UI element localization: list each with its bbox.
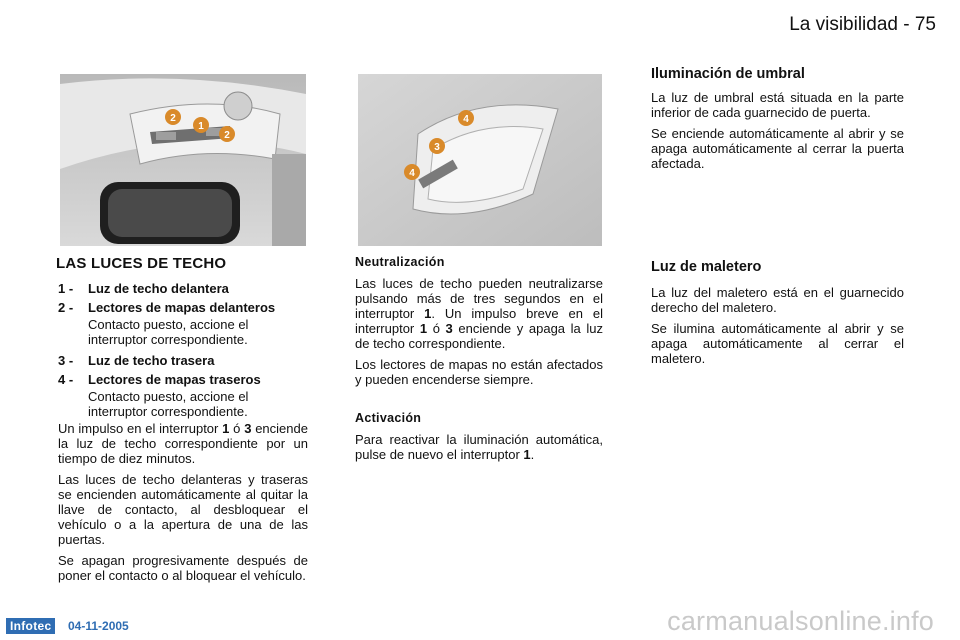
maletero-text bbox=[651, 285, 904, 372]
neutral-heading: Neutralización bbox=[355, 255, 445, 269]
svg-text:2: 2 bbox=[170, 113, 176, 124]
callout-2b bbox=[219, 126, 235, 142]
front-ceiling-light-illustration bbox=[60, 74, 306, 246]
callout-4b bbox=[404, 164, 420, 180]
middle-body-text bbox=[355, 255, 603, 468]
list-item: 2 - Lectores de mapas delanteros bbox=[58, 300, 276, 315]
svg-text:1: 1 bbox=[198, 121, 204, 132]
paragraph: Se enciende automáticamente al abrir y se apaga automáticamente al cerrar la puerta afectada. bbox=[651, 126, 904, 171]
list-item-desc: Contacto puesto, accione el interruptor correspondiente. bbox=[88, 389, 249, 419]
left-body-text bbox=[58, 421, 308, 589]
paragraph: Para reactivar la iluminación automática, pulse de nuevo el interruptor 1. bbox=[355, 432, 603, 462]
rear-ceiling-light-photo bbox=[358, 74, 602, 246]
paragraph: Un impulso en el interruptor 1 ó 3 enciende la luz de techo correspondiente por un tiempo de diez minutos. bbox=[58, 421, 308, 466]
svg-text:4: 4 bbox=[463, 114, 469, 125]
light-list bbox=[58, 281, 308, 425]
paragraph: Los lectores de mapas no están afectados y pueden encenderse siempre. bbox=[355, 357, 603, 387]
watermark: carmanualsonline.info bbox=[667, 606, 934, 636]
paragraph: Se ilumina automáticamente al abrir y se apaga automáticamente al cerrar el maletero. bbox=[651, 321, 904, 366]
callout-2a bbox=[165, 109, 181, 125]
paragraph: Las luces de techo pueden neutralizarse pulsando más de tres segundos en el interruptor 1. Un impulso breve en el interruptor 1 ó 3 enciende y apaga la luz de techo correspondiente. bbox=[355, 276, 603, 351]
callout-4a bbox=[458, 110, 474, 126]
rear-ceiling-light-illustration bbox=[358, 74, 602, 246]
activation-heading: Activación bbox=[355, 411, 422, 425]
paragraph: La luz del maletero está en el guarnecido derecho del maletero. bbox=[651, 285, 904, 315]
list-item: 1 - Luz de techo delantera bbox=[58, 281, 229, 296]
paragraph: La luz de umbral está situada en la parte inferior de cada guarnecido de puerta. bbox=[651, 90, 904, 120]
svg-text:2: 2 bbox=[224, 130, 230, 141]
callout-3 bbox=[429, 138, 445, 154]
list-item-desc: Contacto puesto, accione el interruptor correspondiente. bbox=[88, 317, 249, 347]
footer-date: 04-11-2005 bbox=[68, 619, 129, 633]
list-item: 4 - Lectores de mapas traseros bbox=[58, 372, 261, 387]
front-ceiling-light-photo bbox=[60, 74, 306, 246]
svg-text:4: 4 bbox=[409, 168, 415, 179]
list-item: 3 - Luz de techo trasera bbox=[58, 353, 215, 368]
paragraph: Se apagan progresivamente después de poner el contacto o al bloquear el vehículo. bbox=[58, 553, 308, 583]
page-title: La visibilidad - 75 bbox=[789, 14, 936, 35]
section-title-umbral: Iluminación de umbral bbox=[651, 66, 805, 82]
callout-1 bbox=[193, 117, 209, 133]
umbral-text bbox=[651, 90, 904, 177]
infotec-badge: Infotec bbox=[6, 618, 55, 634]
paragraph: Las luces de techo delanteras y traseras se encienden automáticamente al quitar la llave de contacto, al desbloquear el vehículo o a la apertura de una de las puertas. bbox=[58, 472, 308, 547]
svg-text:3: 3 bbox=[434, 142, 440, 153]
section-title-luces-techo: LAS LUCES DE TECHO bbox=[56, 255, 227, 272]
section-title-maletero: Luz de maletero bbox=[651, 259, 762, 275]
